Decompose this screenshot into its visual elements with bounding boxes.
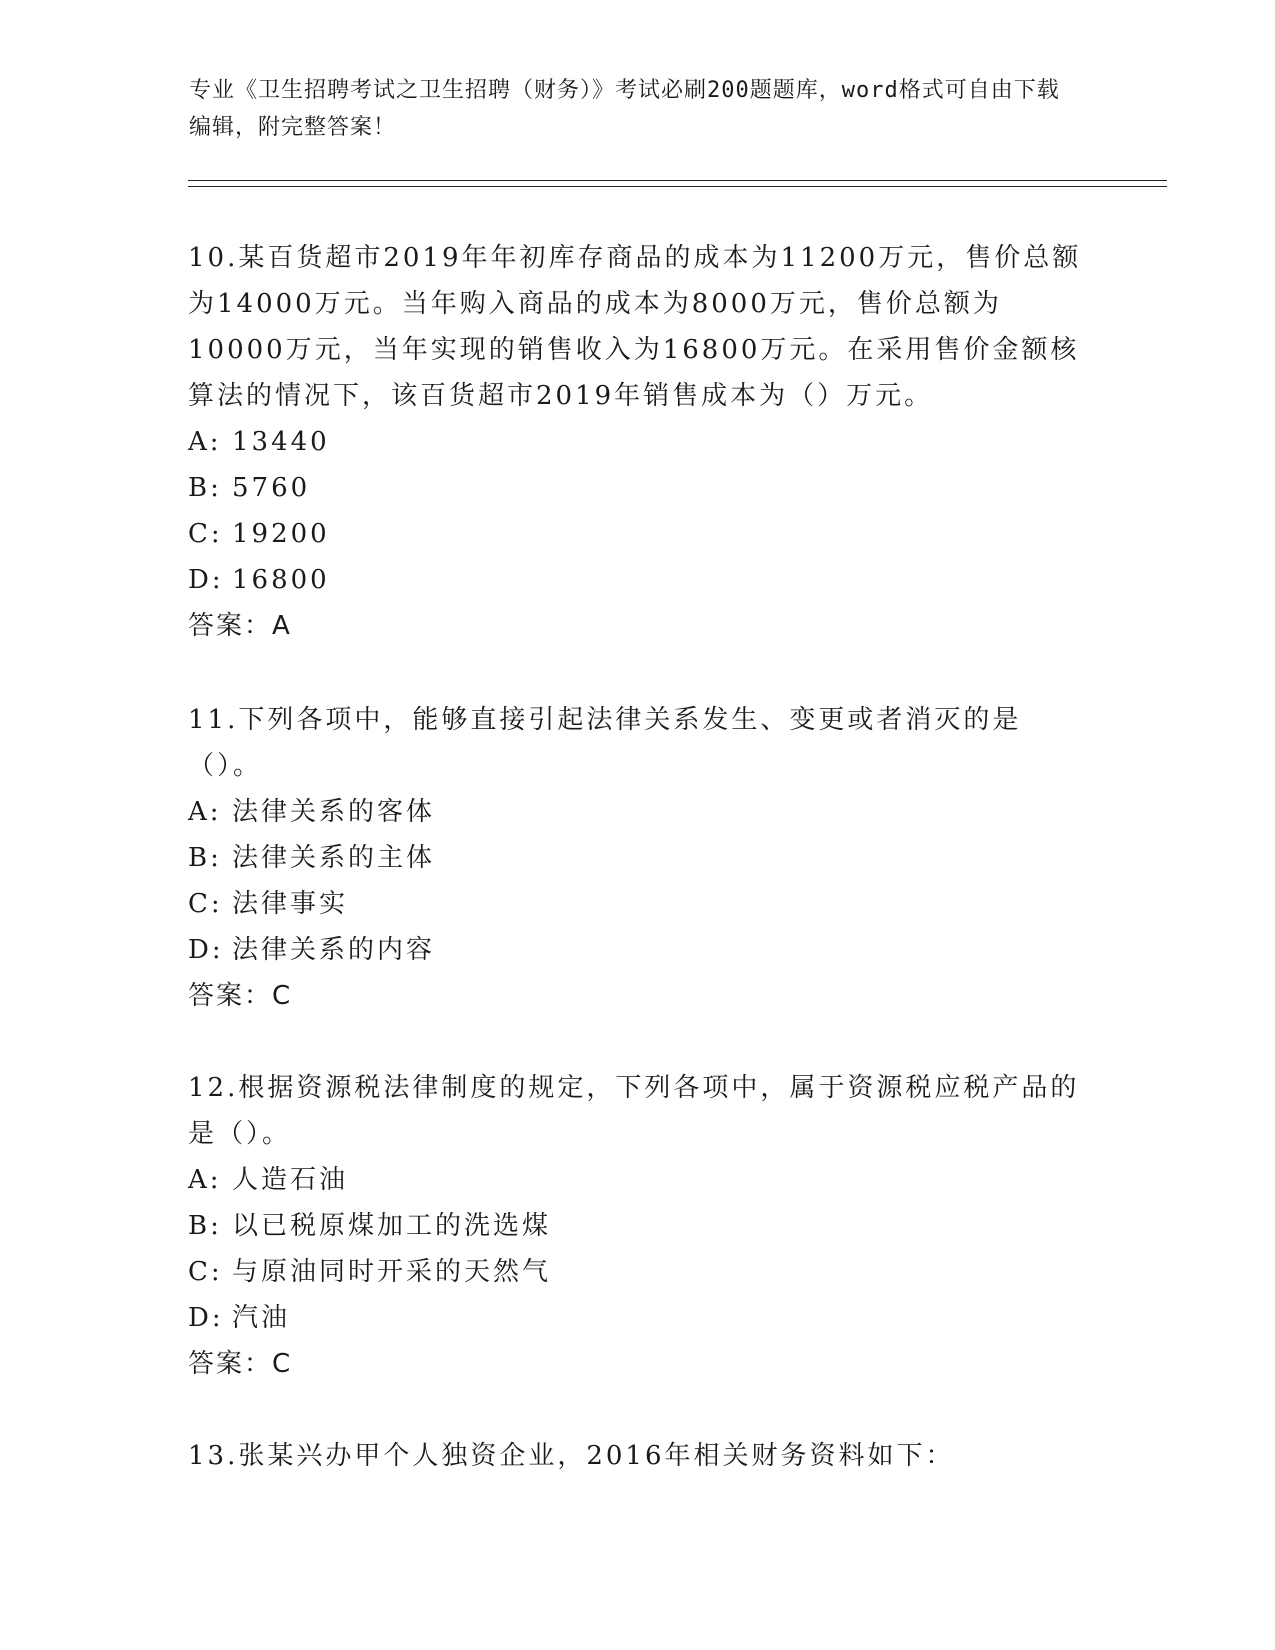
option-text: 法律关系的客体 [232,797,436,827]
option-label: C: [188,1257,223,1287]
question-stem: 13.张某兴办甲个人独资企业，2016年相关财务资料如下： [188,1441,955,1471]
option-text: 法律事实 [232,889,349,919]
option-label: D: [188,565,224,595]
option-a [188,789,1088,835]
option-label: C: [188,519,223,549]
question-stem: 12.根据资源税法律制度的规定，下列各项中，属于资源税应税产品的是（）。 [188,1073,1080,1149]
option-text: 与原油同时开采的天然气 [232,1257,552,1287]
answer-line: 答案：C [188,981,293,1011]
option-b [188,465,1088,511]
option-label: B: [188,473,222,503]
option-text: 5760 [232,473,311,503]
question-13 [188,1433,1088,1479]
header-divider-top [188,180,1167,181]
option-text: 汽油 [232,1303,291,1333]
option-d [188,1295,1088,1341]
question-12 [188,1065,1088,1387]
option-text: 人造石油 [232,1165,349,1195]
option-label: D: [188,1303,224,1333]
question-stem: 11.下列各项中，能够直接引起法律关系发生、变更或者消灭的是（）。 [188,705,1022,781]
option-text: 法律关系的内容 [232,935,436,965]
option-label: A: [188,797,222,827]
option-c [188,1249,1088,1295]
document-header: 专业《卫生招聘考试之卫生招聘（财务）》考试必刷200题题库，word格式可自由下载编辑，附完整答案！ [189,78,1060,140]
question-11 [188,697,1088,1019]
option-label: B: [188,843,222,873]
option-text: 法律关系的主体 [232,843,436,873]
option-c [188,511,1088,557]
option-a [188,419,1088,465]
option-text: 16800 [232,565,330,595]
option-label: D: [188,935,224,965]
answer-line: 答案：C [188,1349,293,1379]
option-label: A: [188,427,222,457]
option-b [188,1203,1088,1249]
option-label: B: [188,1211,222,1241]
option-label: C: [188,889,223,919]
option-d [188,557,1088,603]
option-text: 以已税原煤加工的洗选煤 [232,1211,552,1241]
option-text: 19200 [232,519,330,549]
answer-line: 答案：A [188,611,292,641]
option-label: A: [188,1165,222,1195]
question-stem: 10.某百货超市2019年年初库存商品的成本为11200万元，售价总额为14000万元。当年购入商品的成本为8000万元，售价总额为10000万元，当年实现的销售收入为16800万元。在采用售价金额核算法的情况下，该百货超市2019年销售成本为（）万元。 [188,243,1082,411]
option-d [188,927,1088,973]
question-10 [188,235,1088,649]
option-a [188,1157,1088,1203]
option-c [188,881,1088,927]
header-divider-bottom [188,186,1167,187]
option-text: 13440 [232,427,330,457]
option-b [188,835,1088,881]
